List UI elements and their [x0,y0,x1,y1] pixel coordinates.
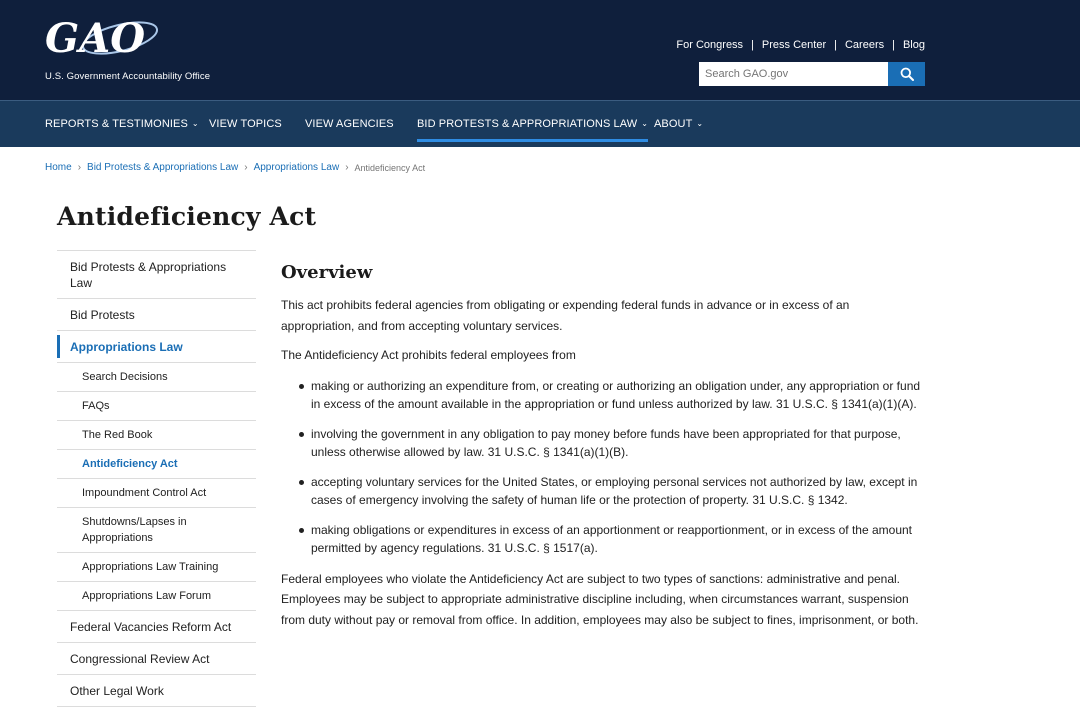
breadcrumb-separator: › [77,162,82,173]
list-item: making obligations or expenditures in excess of an apportionment or reapportionment, or in excess of the amount permitted by agency regulations. 31 U.S.C. § 1517(a). [299,521,926,558]
nav-label: VIEW TOPICS [209,118,282,130]
breadcrumb-home[interactable]: Home [45,162,72,173]
list-item: making or authorizing an expenditure from, or creating or authorizing an obligation under, any appropriation or fund in excess of the amount available in the appropriation or fund unless authorized by law. 31 U.S.C. § 1341(a)(1)(A). [299,377,926,414]
agency-subtitle: U.S. Government Accountability Office [45,71,211,82]
section-title: Overview [281,262,373,283]
search-icon [900,67,914,81]
breadcrumb-bid-protests[interactable]: Bid Protests & Appropriations Law [87,162,239,173]
sidebar-divider [57,706,256,707]
sidebar-item-impoundment-control-act[interactable]: Impoundment Control Act [57,478,256,507]
sidebar-item-congressional-review-act[interactable]: Congressional Review Act [57,642,256,674]
sidebar-item-search-decisions[interactable]: Search Decisions [57,362,256,391]
search-form [699,62,925,86]
list-item: accepting voluntary services for the United States, or employing personal services not authorized by law, except in cases of emergency involving the safety of human life or the protection of property. 31 U.S.C. § 1342. [299,473,926,510]
lead-paragraph: The Antideficiency Act prohibits federal employees from [281,348,576,362]
nav-label: BID PROTESTS & APPROPRIATIONS LAW [417,118,638,130]
gao-logo[interactable] [45,14,160,60]
chevron-down-icon: ⌄ [696,119,704,128]
breadcrumb-separator: › [244,162,248,173]
nav-view-topics[interactable] [209,101,282,147]
util-link-careers[interactable]: Careers [844,39,885,51]
main-content [281,262,926,630]
util-separator: | [751,39,754,51]
main-nav [0,100,1080,147]
chevron-down-icon: ⌄ [641,119,649,128]
sidebar-item-appropriations-law-training[interactable]: Appropriations Law Training [57,552,256,581]
page-title: Antideficiency Act [57,202,317,231]
nav-label: ABOUT [654,118,693,130]
logo-text: GAO [45,15,146,60]
nav-view-agencies[interactable] [305,101,394,147]
list-item: involving the government in any obligation to pay money before funds have been appropriated for that purpose, unless otherwise allowed by law. 31 U.S.C. § 1341(a)(1)(B). [299,425,926,462]
breadcrumb-separator: › [345,162,349,173]
sanctions-paragraph: Federal employees who violate the Antideficiency Act are subject to two types of sanctions: administrative and penal. Employees may be subject to appropriate administrative discipline including, when circumstances warrant, suspension from duty without pay or removal from office. In addition, employees may also be subject to fines, imprisonment, or both. [281,571,919,627]
sidebar-nav [57,250,256,707]
search-button[interactable] [888,62,925,86]
sidebar-item-appropriations-law[interactable]: Appropriations Law [57,330,256,362]
sidebar-item-other-legal-work[interactable]: Other Legal Work [57,674,256,706]
util-link-press-center[interactable]: Press Center [761,39,827,51]
nav-reports-testimonies[interactable] [45,101,199,147]
search-input[interactable] [699,62,888,86]
nav-label: VIEW AGENCIES [305,118,394,130]
sidebar-item-red-book[interactable]: The Red Book [57,420,256,449]
sidebar-item-bid-protests[interactable]: Bid Protests [57,298,256,330]
sidebar-item-antideficiency-act[interactable]: Antideficiency Act [57,449,256,478]
breadcrumb [45,162,425,173]
chevron-down-icon: ⌄ [191,119,199,128]
nav-bid-protests-appropriations[interactable] [417,101,648,147]
util-separator: | [892,39,895,51]
breadcrumb-appropriations-law[interactable]: Appropriations Law [253,162,340,173]
breadcrumb-current: Antideficiency Act [354,162,426,173]
util-link-for-congress[interactable]: For Congress [676,39,744,51]
util-link-blog[interactable]: Blog [902,39,925,51]
intro-paragraph: This act prohibits federal agencies from obligating or expending federal funds in advance or in excess of an appropriation, and from accepting voluntary services. [281,298,850,333]
sidebar-item-faqs[interactable]: FAQs [57,391,256,420]
util-separator: | [834,39,837,51]
nav-about[interactable] [654,101,703,147]
prohibitions-list [299,377,926,558]
sidebar-item-appropriations-law-forum[interactable]: Appropriations Law Forum [57,581,256,610]
sidebar-item-bid-protests-appropriations-law[interactable]: Bid Protests & Appropriations Law [57,250,256,298]
nav-label: REPORTS & TESTIMONIES [45,118,188,130]
site-header [0,0,1080,100]
sidebar-item-shutdowns-lapses[interactable]: Shutdowns/Lapses in Appropriations [57,507,256,552]
sidebar-item-federal-vacancies-reform-act[interactable]: Federal Vacancies Reform Act [57,610,256,642]
utility-links [676,39,925,51]
